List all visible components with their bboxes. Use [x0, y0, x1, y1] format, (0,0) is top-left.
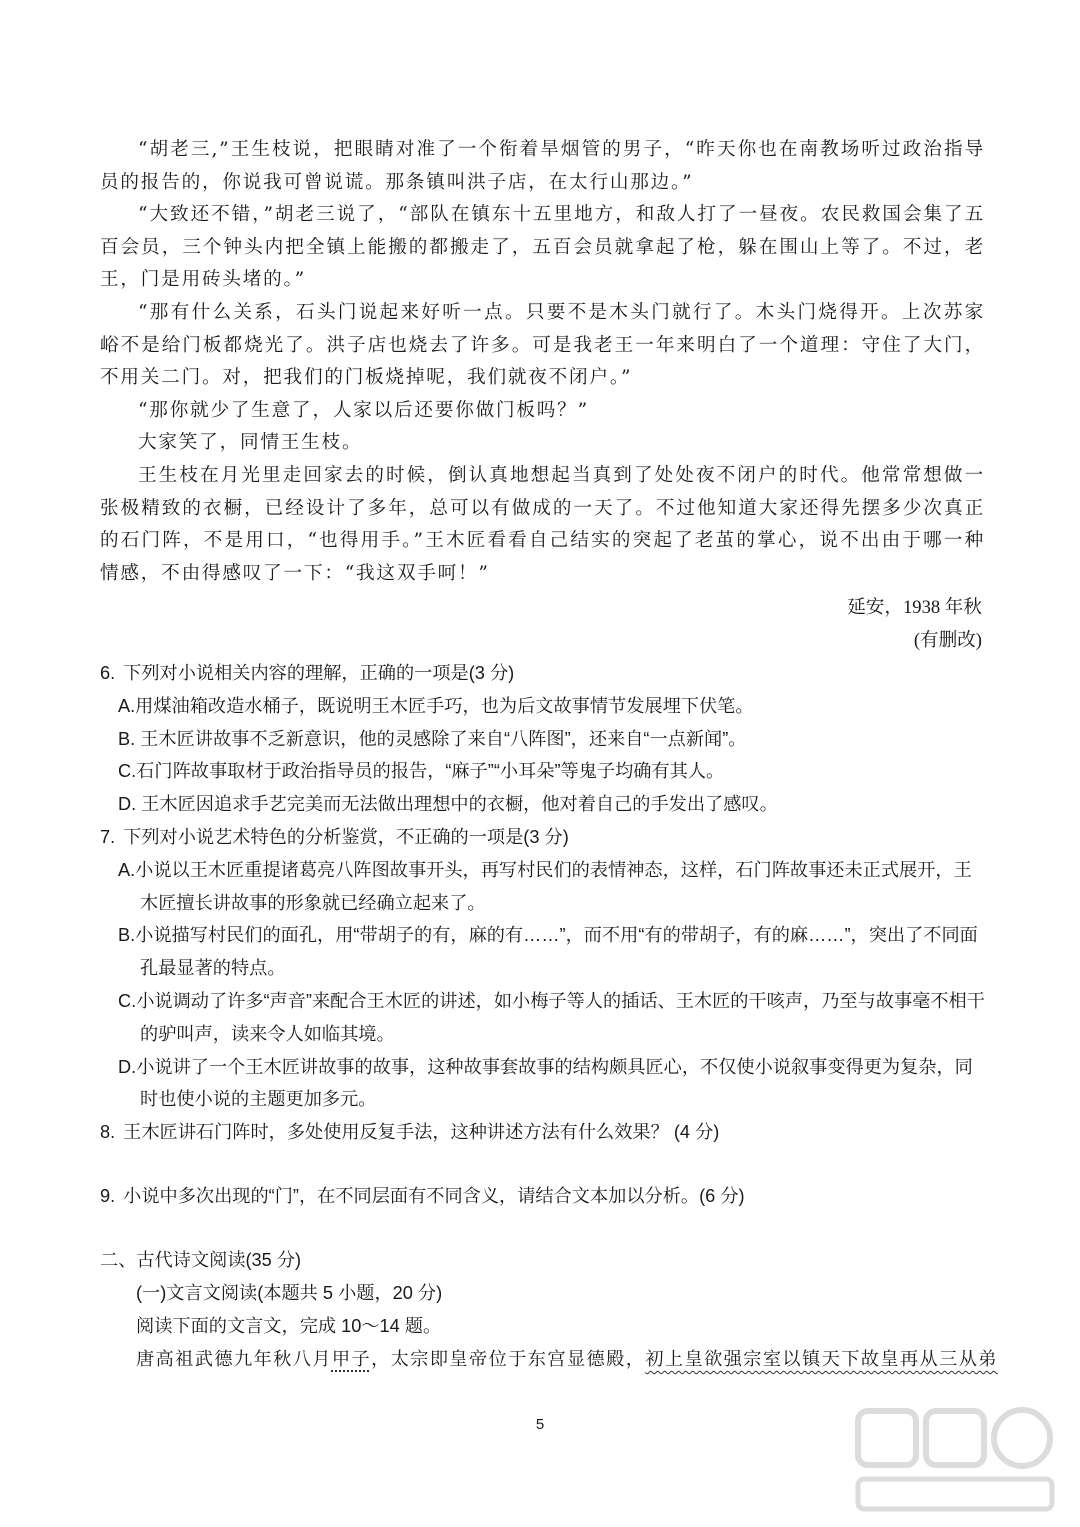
question-stem: [100, 657, 985, 690]
dotted-emphasis-text: 甲子: [331, 1349, 372, 1370]
classical-text: ，太宗即皇帝位于东宫显德殿，: [371, 1349, 646, 1370]
story-paragraph: 大家笑了，同情王生枝。: [138, 432, 363, 454]
story-signature-place: 延安，1938 年秋: [847, 597, 982, 618]
question-number: 9.: [100, 1185, 116, 1206]
question-number: 8.: [100, 1122, 116, 1143]
option-c: C.石门阵故事取材于政治指导员的报告，“麻子”“小耳朵”等鬼子均确有其人。: [118, 761, 725, 782]
question-number: 6.: [100, 663, 116, 683]
question-text: 下列对小说艺术特色的分析鉴赏，不正确的一项是(3 分): [123, 826, 569, 847]
story-paragraph: 王生枝在月光里走回家去的时候，倒认真地想起当真到了处处夜不闭户的时代。他常常想做一张极精致的衣橱，已经设计了多年，总可以有做成的一天了。不过他知道大家还得先摆多少次真正的石门阵，不是用口，“也得用手。”王木匠看看自己结实的突起了老茧的掌心，说不出由于哪一种情感，不由得感叹了一下：“我这双手呵！”: [100, 464, 985, 584]
answer-space: [100, 1149, 985, 1180]
subsection-heading: (一)文言文阅读(本题共 5 小题，20 分): [136, 1283, 443, 1303]
watermark-logo-icon: [850, 1405, 1060, 1517]
question-9: [100, 1180, 985, 1213]
reading-instruction: 阅读下面的文言文，完成 10～14 题。: [136, 1316, 442, 1336]
question-number: 7.: [100, 826, 116, 847]
option-b: B. 王木匠讲故事不乏新意识，他的灵感除了来自“八阵图”，还来自“一点新闻”。: [118, 728, 747, 749]
option-a: A.用煤油箱改造水桶子，既说明王木匠手巧，也为后文故事情节发展埋下伏笔。: [118, 695, 754, 716]
option-b: B.小说描写村民们的面孔，用“带胡子的有，麻的有……”，而不用“有的带胡子，有的麻……”，突出了不同面孔最显著的特点。: [118, 925, 978, 979]
option-a: A.小说以王木匠重提诸葛亮八阵图故事开头，再写村民们的表情神态，这样，石门阵故事还未正式展开，王木匠擅长讲故事的形象就已经确立起来了。: [118, 859, 972, 913]
wavy-underlined-text: 初上皇欲强宗室以镇天下故皇再从三从弟: [645, 1349, 998, 1370]
question-list: [100, 657, 985, 1213]
option-d: D.小说讲了一个王木匠讲故事的故事，这种故事套故事的结构颇具匠心，不仅使小说叙事变得更为复杂，同时也使小说的主题更加多元。: [118, 1056, 973, 1110]
classical-text: 唐高祖武德九年秋八月: [136, 1349, 332, 1370]
story-revision-note: (有删改): [913, 630, 982, 651]
story-paragraph: “那你就少了生意了，人家以后还要你做门板吗？”: [138, 399, 589, 421]
question-text: 下列对小说相关内容的理解，正确的一项是(3 分): [123, 663, 515, 683]
question-stem: [100, 1180, 985, 1213]
section-classical-reading: [100, 1244, 998, 1376]
story-paragraph: “那有什么关系，石头门说起来好听一点。只要不是木头门就行了。木头门烧得开。上次苏家峪不是给门板都烧光了。洪子店也烧去了许多。可是我老王一年来明白了一个道理：守住了大门，不用关二门。对，把我们的门板烧掉呢，我们就夜不闭户。”: [100, 301, 985, 389]
section-heading: 二、古代诗文阅读(35 分): [100, 1250, 302, 1270]
question-8: [100, 1116, 985, 1149]
question-text: 王木匠讲石门阵时，多处使用反复手法，这种讲述方法有什么效果？ (4 分): [123, 1122, 720, 1143]
question-stem: [100, 821, 985, 854]
story-excerpt: [100, 134, 985, 590]
question-text: 小说中多次出现的“门”，在不同层面有不同含义，请结合文本加以分析。(6 分): [123, 1185, 745, 1206]
classical-text-line: [100, 1343, 998, 1376]
option-c: C.小说调动了许多“声音”来配合王木匠的讲述，如小梅子等人的插话、王木匠的干咳声，乃至与故事毫不相干的驴叫声，读来令人如临其境。: [118, 990, 985, 1044]
story-paragraph: “胡老三,”王生枝说，把眼睛对准了一个衔着旱烟管的男子，“昨天你也在南教场听过政治指导员的报告的，你说我可曾说谎。那条镇叫洪子店，在太行山那边。”: [100, 139, 985, 193]
question-7: [100, 821, 985, 1116]
option-d: D. 王木匠因追求手艺完美而无法做出理想中的衣橱，他对着自己的手发出了感叹。: [118, 794, 778, 815]
page-number: 5: [535, 1416, 545, 1433]
question-stem: [100, 1116, 985, 1149]
story-paragraph: “大致还不错，”胡老三说了，“部队在镇东十五里地方，和敌人打了一昼夜。农民救国会集了五百会员，三个钟头内把全镇上能搬的都搬走了，五百会员就拿起了枪，躲在围山上等了。不过，老王，门是用砖头堵的。”: [100, 204, 985, 291]
question-6: [100, 657, 985, 821]
